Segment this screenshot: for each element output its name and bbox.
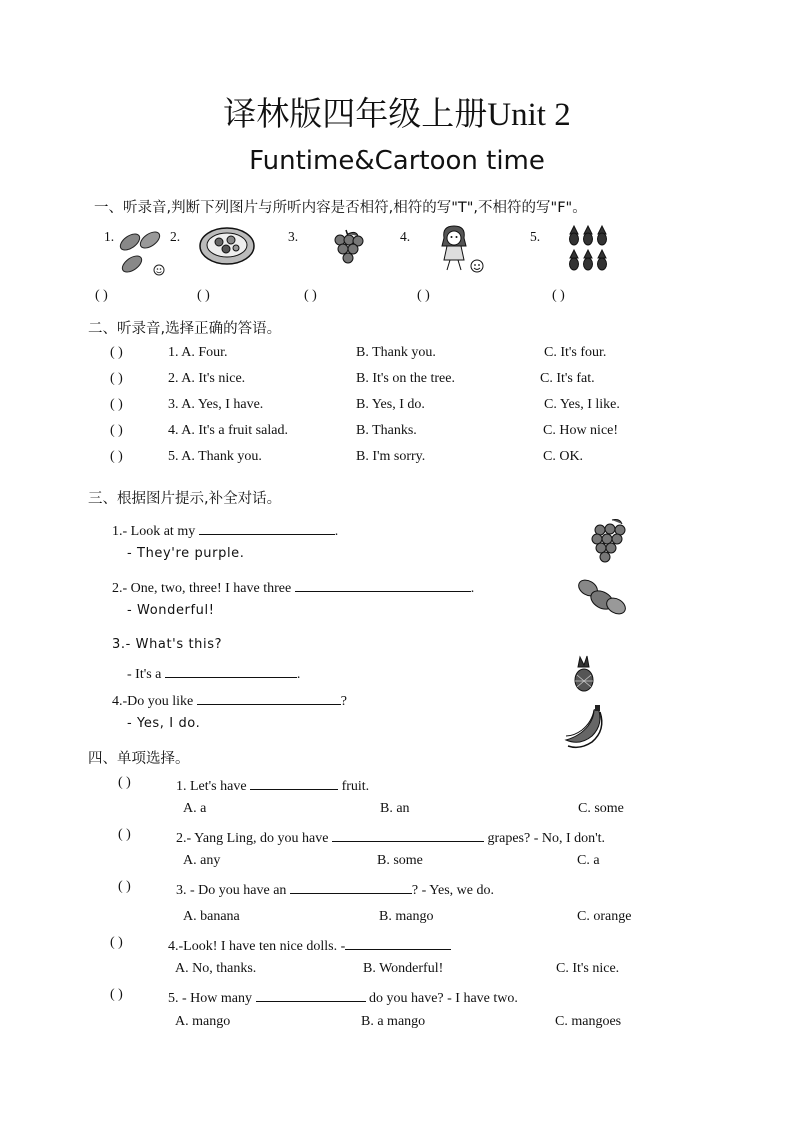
answer-paren[interactable]: ( ) <box>110 935 123 950</box>
question-text: 5. - How many <box>168 991 252 1006</box>
part1-item-number: 2. <box>170 229 181 244</box>
option-c: C. OK. <box>543 449 584 464</box>
dialogue-line <box>112 520 338 540</box>
dialogue-reply: - They're purple. <box>127 546 245 561</box>
punctuation: ? <box>340 694 347 709</box>
option-b: B. Wonderful! <box>363 961 444 976</box>
answer-paren[interactable]: ( ) <box>110 449 123 464</box>
option-b: B. Yes, I do. <box>356 397 425 412</box>
answer-paren[interactable]: ( ) <box>118 775 131 790</box>
option-b: B. mango <box>379 909 434 924</box>
answer-paren[interactable]: ( ) <box>304 288 317 303</box>
answer-paren[interactable]: ( ) <box>95 288 108 303</box>
option-c: C. It's fat. <box>540 371 595 386</box>
question-option-a: 5. A. Thank you. <box>168 449 262 464</box>
dialogue-reply: - Wonderful! <box>127 603 215 618</box>
grapes-icon <box>588 518 630 566</box>
part1-item-number: 4. <box>400 229 411 244</box>
answer-blank[interactable] <box>332 827 484 842</box>
option-a: A. banana <box>183 909 240 924</box>
question-text: 2.- Yang Ling, do you have <box>176 831 329 846</box>
answer-blank[interactable] <box>256 987 366 1002</box>
part1-item-number: 3. <box>288 229 299 244</box>
answer-paren[interactable]: ( ) <box>552 288 565 303</box>
option-c: C. Yes, I like. <box>544 397 620 412</box>
part1-heading: 一、听录音,判断下列图片与所听内容是否相符,相符的写"T",不相符的写"F"。 <box>94 200 587 216</box>
answer-paren[interactable]: ( ) <box>118 827 131 842</box>
question-text: ? - Yes, we do. <box>411 883 494 898</box>
bananas-icon <box>562 704 606 748</box>
question-option-a: 1. A. Four. <box>168 345 228 360</box>
option-a: A. No, thanks. <box>175 961 257 976</box>
dialogue-line <box>127 663 300 683</box>
question-text: fruit. <box>341 779 370 794</box>
question-stem <box>168 935 451 955</box>
part1-item-number: 5. <box>530 229 541 244</box>
answer-blank[interactable] <box>290 879 412 894</box>
punctuation: . <box>470 581 475 596</box>
answer-paren[interactable]: ( ) <box>110 987 123 1002</box>
part4-heading: 四、单项选择。 <box>88 751 190 767</box>
dialogue-line <box>112 690 347 710</box>
answer-paren[interactable]: ( ) <box>118 879 131 894</box>
question-option-a: 4. A. It's a fruit salad. <box>168 423 288 438</box>
option-a: A. any <box>183 853 221 868</box>
question-option-a: 2. A. It's nice. <box>168 371 246 386</box>
option-b: B. Thank you. <box>356 345 436 360</box>
option-c: C. It's four. <box>544 345 607 360</box>
answer-blank[interactable] <box>250 775 338 790</box>
question-stem <box>176 879 494 899</box>
part2-heading: 二、听录音,选择正确的答语。 <box>88 321 282 337</box>
option-a: A. a <box>183 801 207 816</box>
answer-paren[interactable]: ( ) <box>110 397 123 412</box>
pineapples-icon <box>566 224 616 274</box>
dialogue-prompt: 2.- One, two, three! I have three <box>112 581 292 596</box>
part1-item-number: 1. <box>104 229 115 244</box>
option-c: C. How nice! <box>543 423 619 438</box>
question-text: do you have? - I have two. <box>369 991 518 1006</box>
answer-paren[interactable]: ( ) <box>110 345 123 360</box>
option-b: B. a mango <box>361 1014 426 1029</box>
question-text: 4.-Look! I have ten nice dolls. - <box>168 939 346 954</box>
question-text: 3. - Do you have an <box>176 883 287 898</box>
fruit-salad-icon <box>198 224 256 266</box>
dialogue-line <box>112 577 474 597</box>
answer-blank[interactable] <box>199 520 335 535</box>
page-title: 译林版四年级上册Unit 2 <box>223 97 571 133</box>
option-c: C. orange <box>577 909 632 924</box>
mango-icon <box>574 574 630 620</box>
question-stem <box>176 827 605 847</box>
part3-heading: 三、根据图片提示,补全对话。 <box>88 491 282 507</box>
option-b: B. I'm sorry. <box>356 449 426 464</box>
question-stem <box>168 987 518 1007</box>
question-text: 1. Let's have <box>176 779 247 794</box>
dialogue-reply: - Yes, I do. <box>127 716 201 731</box>
girl-doll-icon <box>436 224 486 278</box>
answer-paren[interactable]: ( ) <box>417 288 430 303</box>
option-c: C. It's nice. <box>556 961 620 976</box>
answer-blank[interactable] <box>295 577 471 592</box>
pineapple-icon <box>570 655 598 693</box>
option-c: C. a <box>577 853 600 868</box>
answer-blank[interactable] <box>165 663 297 678</box>
question-stem <box>176 775 369 795</box>
dialogue-prompt: 4.-Do you like <box>112 694 194 709</box>
answer-blank[interactable] <box>197 690 341 705</box>
punctuation: . <box>296 667 301 682</box>
punctuation: . <box>334 524 339 539</box>
grapes-icon <box>330 228 366 268</box>
option-b: B. an <box>380 801 410 816</box>
answer-paren[interactable]: ( ) <box>110 371 123 386</box>
dialogue-prompt: 3.- What's this? <box>112 637 223 652</box>
question-text: grapes? - No, I don't. <box>487 831 606 846</box>
option-b: B. Thanks. <box>356 423 417 438</box>
option-a: A. mango <box>175 1014 231 1029</box>
question-option-a: 3. A. Yes, I have. <box>168 397 264 412</box>
option-c: C. mangoes <box>555 1014 622 1029</box>
option-c: C. some <box>578 801 624 816</box>
dialogue-prompt: 1.- Look at my <box>112 524 196 539</box>
answer-paren[interactable]: ( ) <box>110 423 123 438</box>
answer-paren[interactable]: ( ) <box>197 288 210 303</box>
option-b: B. It's on the tree. <box>356 371 455 386</box>
page-subtitle: Funtime&Cartoon time <box>249 146 545 176</box>
mango-icon <box>114 224 174 280</box>
dialogue-reply: - It's a <box>127 667 162 682</box>
answer-blank[interactable] <box>345 935 451 950</box>
option-b: B. some <box>377 853 423 868</box>
